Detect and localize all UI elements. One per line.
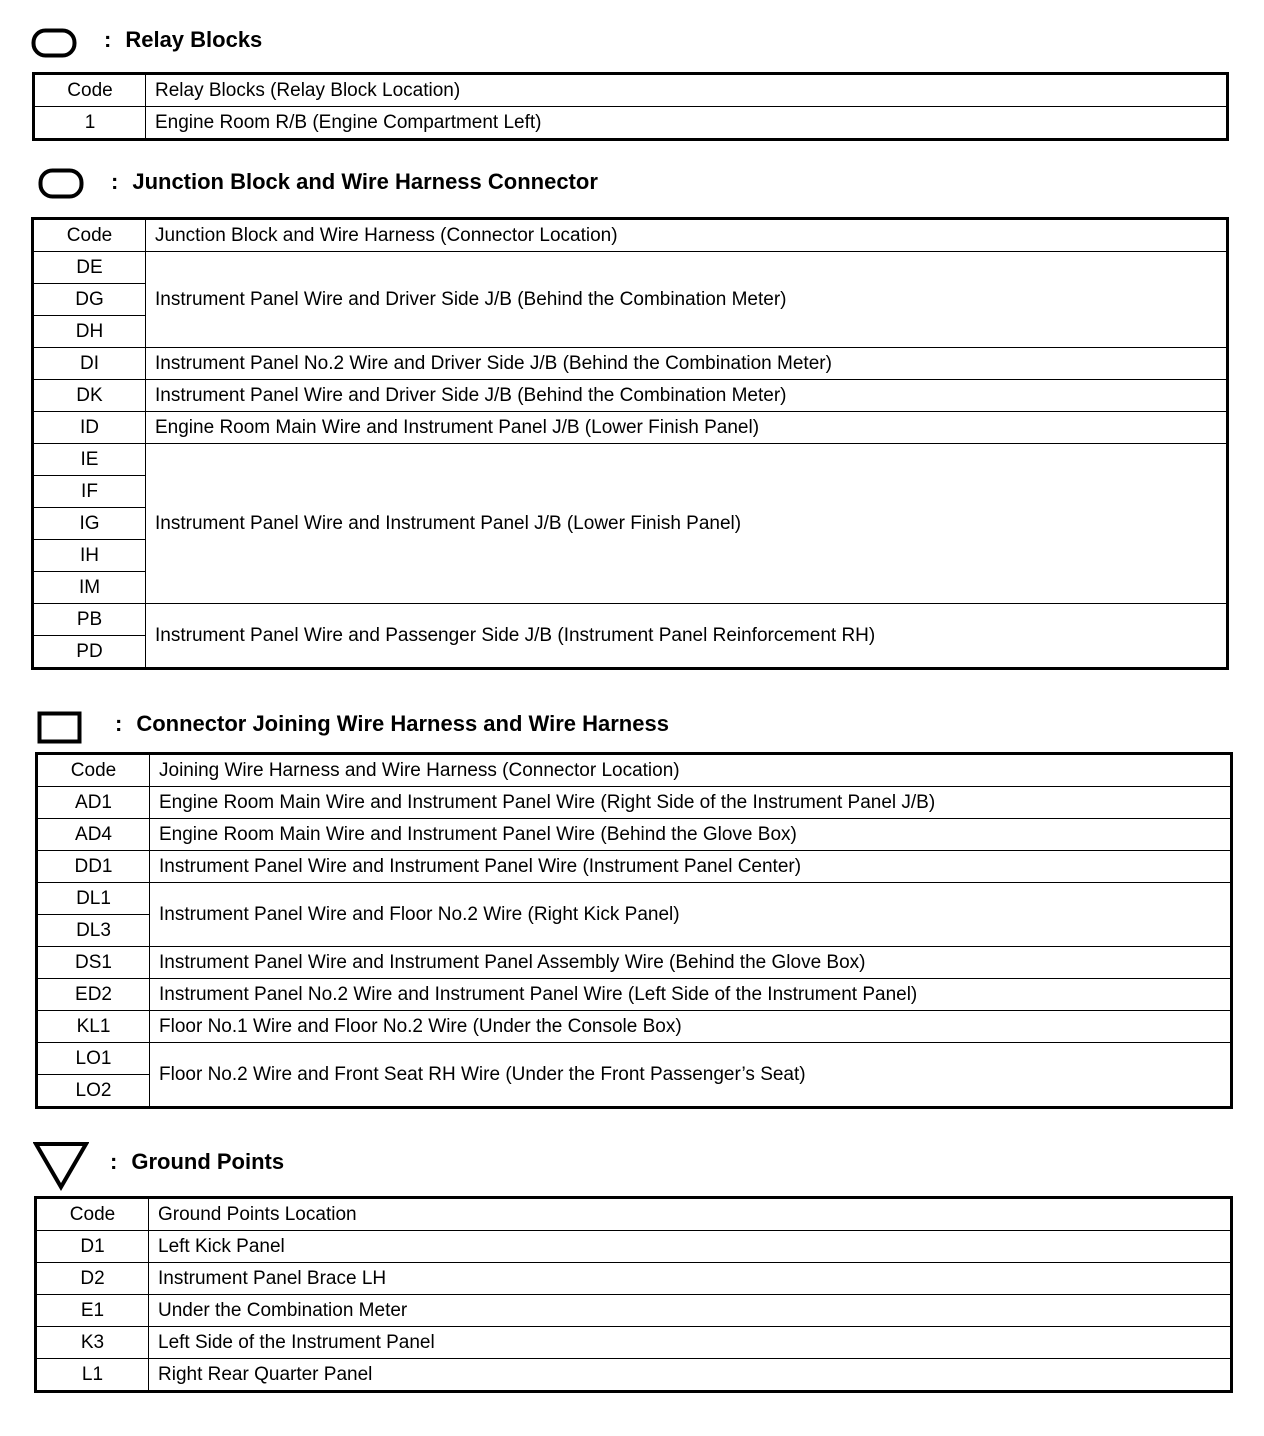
table-row [33,380,1228,412]
code-cell: IM [33,572,146,604]
location-cell: Instrument Panel No.2 Wire and Driver Side J/B (Behind the Combination Meter) [146,348,1228,380]
table-row [33,412,1228,444]
code-cell: ID [33,412,146,444]
location-cell: Under the Combination Meter [149,1295,1232,1327]
code-cell: IF [33,476,146,508]
table-row [37,851,1232,883]
location-cell: Engine Room Main Wire and Instrument Panel J/B (Lower Finish Panel) [146,412,1228,444]
section-heading: : Connector Joining Wire Harness and Wire Harness [115,711,669,736]
location-cell: Instrument Panel Wire and Instrument Panel J/B (Lower Finish Panel) [146,444,1228,604]
column-header-code: Code [33,219,146,252]
code-cell: DL1 [37,883,150,915]
section-title: Junction Block and Wire Harness Connector [132,169,598,194]
code-cell: D1 [36,1231,149,1263]
code-cell: IG [33,508,146,540]
section-title: Relay Blocks [125,27,263,52]
table-row [37,787,1232,819]
code-cell: 1 [34,107,146,140]
location-cell: Instrument Panel Wire and Driver Side J/B (Behind the Combination Meter) [146,380,1228,412]
code-cell: IE [33,444,146,476]
rounded-rect-icon [38,168,84,199]
table-row [37,979,1232,1011]
code-cell: DL3 [37,915,150,947]
location-cell: Instrument Panel Brace LH [149,1263,1232,1295]
table-row [34,107,1228,140]
code-cell: AD4 [37,819,150,851]
code-cell: IH [33,540,146,572]
code-cell: DD1 [37,851,150,883]
table-row [37,883,1232,915]
column-header-code: Code [34,74,146,107]
code-cell: L1 [36,1359,149,1392]
table-row [37,819,1232,851]
location-cell: Instrument Panel Wire and Instrument Panel Assembly Wire (Behind the Glove Box) [150,947,1232,979]
section-heading: : Junction Block and Wire Harness Connector [111,169,598,194]
relay-blocks-table [32,72,1229,141]
code-cell: LO2 [37,1075,150,1108]
table-row [36,1231,1232,1263]
code-cell: K3 [36,1327,149,1359]
table-header-row [34,74,1228,107]
code-cell: PB [33,604,146,636]
column-header-description: Relay Blocks (Relay Block Location) [146,74,1228,107]
section-heading: : Relay Blocks [104,27,263,52]
location-cell: Instrument Panel Wire and Passenger Side J/B (Instrument Panel Reinforcement RH) [146,604,1228,669]
code-cell: E1 [36,1295,149,1327]
column-header-description: Joining Wire Harness and Wire Harness (Connector Location) [150,754,1232,787]
section-title: Connector Joining Wire Harness and Wire Harness [136,711,669,736]
square-icon [37,711,83,744]
location-cell: Floor No.2 Wire and Front Seat RH Wire (Under the Front Passenger’s Seat) [150,1043,1232,1108]
table-row [36,1263,1232,1295]
section-title: Ground Points [131,1149,285,1174]
code-cell: PD [33,636,146,669]
table-header-row [36,1198,1232,1231]
table-row [37,947,1232,979]
column-header-description: Ground Points Location [149,1198,1232,1231]
location-cell: Instrument Panel Wire and Driver Side J/B (Behind the Combination Meter) [146,252,1228,348]
code-cell: AD1 [37,787,150,819]
location-cell: Instrument Panel Wire and Floor No.2 Wire (Right Kick Panel) [150,883,1232,947]
table-row [36,1359,1232,1392]
table-row [33,348,1228,380]
table-row [36,1327,1232,1359]
column-header-code: Code [37,754,150,787]
code-cell: ED2 [37,979,150,1011]
location-cell: Engine Room Main Wire and Instrument Panel Wire (Right Side of the Instrument Panel J/B) [150,787,1232,819]
location-cell: Instrument Panel No.2 Wire and Instrument Panel Wire (Left Side of the Instrument Panel) [150,979,1232,1011]
code-cell: DI [33,348,146,380]
table-row [33,444,1228,476]
connector-joining-table [35,752,1233,1109]
location-cell: Left Kick Panel [149,1231,1232,1263]
code-cell: DE [33,252,146,284]
table-header-row [37,754,1232,787]
triangle-icon [33,1141,89,1191]
table-header-row [33,219,1228,252]
code-cell: DG [33,284,146,316]
location-cell: Instrument Panel Wire and Instrument Panel Wire (Instrument Panel Center) [150,851,1232,883]
column-header-code: Code [36,1198,149,1231]
junction-block-table [31,217,1229,670]
location-cell: Floor No.1 Wire and Floor No.2 Wire (Under the Console Box) [150,1011,1232,1043]
ground-points-table [34,1196,1233,1393]
code-cell: D2 [36,1263,149,1295]
location-cell: Engine Room R/B (Engine Compartment Left) [146,107,1228,140]
code-cell: KL1 [37,1011,150,1043]
location-cell: Left Side of the Instrument Panel [149,1327,1232,1359]
table-row [33,252,1228,284]
table-row [37,1011,1232,1043]
location-cell: Right Rear Quarter Panel [149,1359,1232,1392]
code-cell: LO1 [37,1043,150,1075]
code-cell: DS1 [37,947,150,979]
code-cell: DH [33,316,146,348]
code-cell: DK [33,380,146,412]
table-row [36,1295,1232,1327]
table-row [37,1043,1232,1075]
rounded-rect-icon [31,28,77,58]
column-header-description: Junction Block and Wire Harness (Connector Location) [146,219,1228,252]
table-row [33,604,1228,636]
location-cell: Engine Room Main Wire and Instrument Panel Wire (Behind the Glove Box) [150,819,1232,851]
section-heading: : Ground Points [110,1149,285,1174]
